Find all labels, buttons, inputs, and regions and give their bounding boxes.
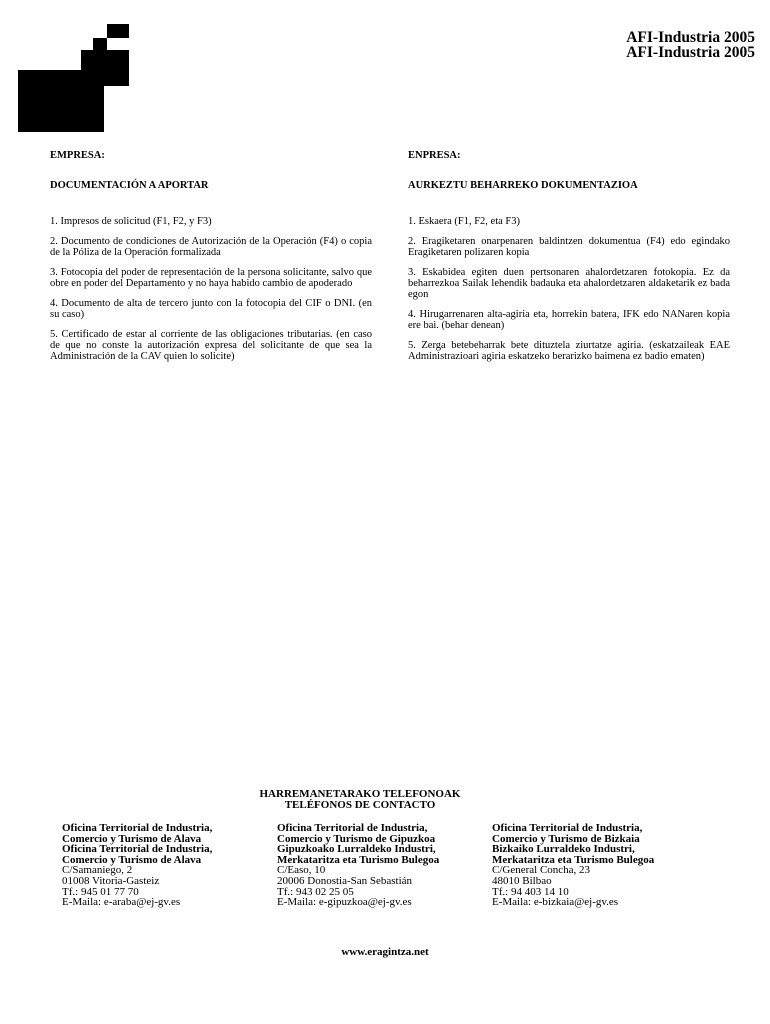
list-item: 5. Certificado de estar al corriente de las obligaciones tributarias. (en caso de que no conste la autorización expresa del solicitante de que sea la Administración de la CAV quien lo solicite) [50,329,372,362]
contact-heading-line: HARREMANETARAKO TELEFONOAK [259,788,461,800]
list-item: 4. Hirugarrenaren alta-agiria eta, horrekin batera, IFK edo NANaren kopia ere bai. (behar denean) [408,309,730,331]
contact-heading [0,789,720,811]
office-phone: Tf.: 94 403 14 10 [492,885,569,898]
list-item: 5. Zerga betebeharrak bete dituztela ziurtatze agiria. (eskatzaileak EAE Administrazioari agiria eskatzeko berarizko baimena ez badio ematen) [408,340,730,362]
office-phone: Tf.: 945 01 77 70 [62,885,139,898]
logo-square-large [18,70,104,132]
logo-square-small [107,24,129,38]
documents-list [50,216,372,362]
list-item: 4. Documento de alta de tercero junto con la fotocopia del CIF o DNI. (en su caso) [50,298,372,320]
company-label: ENPRESA: [408,150,461,161]
office-address: C/Samaniego, 2 [62,864,133,877]
office-city: 20006 Donostia-San Sebastián [277,874,413,887]
contact-heading-line: TELÉFONOS DE CONTACTO [284,799,436,811]
documents-heading: DOCUMENTACIÓN A APORTAR [50,180,209,191]
office-bizkaia [492,823,654,908]
list-item: 2. Eragiketaren onarpenaren baldintzen dokumentua (F4) edo egindako Eragiketaren polizaren kopia [408,236,730,258]
office-name-line: Oficina Territorial de Industria, [62,843,213,856]
website-link[interactable]: www.eragintza.net [341,946,429,958]
logo-square-tiny [93,38,107,50]
document-title [626,30,755,60]
title-line: AFI-Industria 2005 [626,44,755,61]
office-name-line: Oficina Territorial de Industria, [277,822,428,834]
office-name-line: Merkataritza eta Turismo Bulegoa [492,853,655,866]
list-item: 1. Impresos de solicitud (F1, F2, y F3) [50,216,212,227]
office-name-line: Oficina Territorial de Industria, [492,822,643,834]
office-name-line: Oficina Territorial de Industria, [62,822,213,834]
office-name-line: Gipuzkoako Lurraldeko Industri, [277,843,436,856]
documents-heading: AURKEZTU BEHARREKO DOKUMENTAZIOA [408,180,638,191]
office-city: 01008 Vitoria-Gasteiz [62,874,160,887]
list-item: 2. Documento de condiciones de Autorización de la Operación (F4) o copia de la Póliza de la Operación formalizada [50,236,372,258]
spanish-column [50,150,372,371]
office-alava [62,823,212,908]
title-line: AFI-Industria 2005 [626,29,755,46]
basque-column [408,150,730,371]
office-name-line: Comercio y Turismo de Alava [62,832,202,845]
documents-list [408,216,730,362]
office-name-line: Comercio y Turismo de Bizkaia [492,832,640,845]
office-address: C/General Concha, 23 [492,864,591,877]
list-item: 1. Eskaera (F1, F2, eta F3) [408,216,520,227]
office-email: E-Maila: e-araba@ej-gv.es [62,896,181,909]
list-item: 3. Fotocopia del poder de representación de la persona solicitante, salvo que obre en poder del Departamento y no haya habido cambio de apoderado [50,267,372,289]
office-name-line: Merkataritza eta Turismo Bulegoa [277,853,440,866]
office-address: C/Easo, 10 [277,864,326,877]
office-email: E-Maila: e-gipuzkoa@ej-gv.es [277,896,412,909]
office-gipuzkoa [277,823,439,908]
office-email: E-Maila: e-bizkaia@ej-gv.es [492,896,619,909]
office-city: 48010 Bilbao [492,874,552,887]
company-label: EMPRESA: [50,150,105,161]
office-name-line: Bizkaiko Lurraldeko Industri, [492,843,635,856]
office-phone: Tf.: 943 02 25 05 [277,885,354,898]
list-item: 3. Eskabidea egiten duen pertsonaren ahalordetzaren fotokopia. Ez da beharrezkoa Sailak lehendik badauka eta ahalordetzaren aldaketarik ez bada egon [408,267,730,300]
office-name-line: Comercio y Turismo de Alava [62,853,202,866]
office-name-line: Comercio y Turismo de Gipuzkoa [277,832,436,845]
